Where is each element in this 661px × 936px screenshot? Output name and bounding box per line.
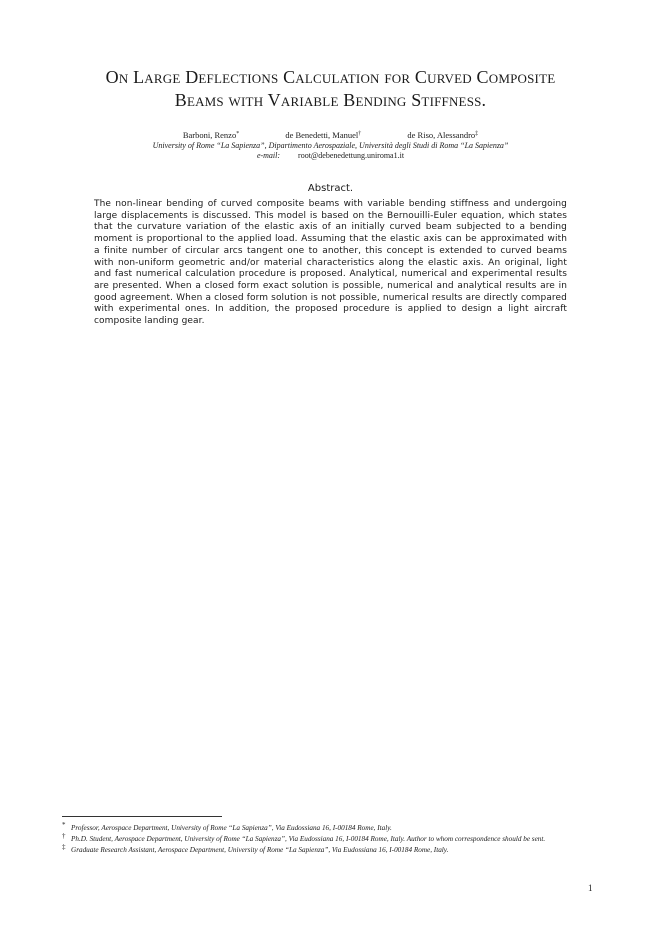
email-label: e-mail: [256,151,281,160]
title-line-2: Beams with Variable Bending Stiffness. [174,90,487,110]
author-list [60,129,601,141]
paper-title [40,66,621,112]
author-2 [285,129,361,141]
footnote-2 [62,834,567,845]
author-name: de Riso, Alessandro [407,130,476,140]
author-3 [407,129,478,141]
author-name: de Benedetti, Manuel [285,130,359,140]
email-address[interactable]: root@debenedettung.uniroma1.it [298,151,405,160]
author-1 [183,129,239,141]
author-mark: * [236,131,240,137]
abstract-body: The non-linear bending of curved composite beams with variable bending stiffness and undergoing large displacements is discussed. This model is based on the Bernouilli-Euler equation, which states that the curvature variation of the elastic axis of an initially curved beam subjected to a bending moment is proportional to the applied load. Assuming that the elastic axis can be approximated with a finite number of circular arcs tangent one to another, this concept is extended to curved beams with non-uniform geometric and/or material characteristics along the elastic axis. An original, light and fast numerical calculation procedure is proposed. Analytical, numerical and experimental results are presented. When a closed form exact solution is possible, numerical and analytical results are in good agreement. When a closed form solution is not possible, numerical results are directly compared with experimental ones. In addition, the proposed procedure is applied to design a light aircraft composite landing gear. [94,199,567,327]
affiliation: University of Rome “La Sapienza”, Dipartimento Aerospaziale, Università degli Studi di Roma “La Sapienza” [152,141,509,150]
footnote-text: Ph.D. Student, Aerospace Department, University of Rome “La Sapienza”, Via Eudossiana 16, I-00184 Rome, Italy. Author to whom correspondence should be sent. [71,835,546,843]
footnote-mark: ‡ [62,843,66,851]
contact-email-line [60,151,601,161]
footnote-text: Professor, Aerospace Department, University of Rome “La Sapienza”, Via Eudossiana 16, I-00184 Rome, Italy. [71,824,392,832]
footnote-mark: † [62,832,66,840]
footnote-divider [62,816,222,817]
footnote-mark: * [62,821,66,829]
footnote-1 [62,823,567,834]
footnote-3 [62,845,567,856]
footnote-text: Graduate Research Assistant, Aerospace Department, University of Rome “La Sapienza”, Via Eudossiana 16, I-00184 Rome, Italy. [71,846,449,854]
title-line-1: On Large Deflections Calculation for Curved Composite [105,67,556,87]
author-name: Barboni, Renzo [182,130,237,140]
author-mark: ‡ [475,131,479,137]
footnotes [62,823,567,856]
page-number: 1 [588,883,593,893]
author-mark: † [358,131,362,137]
abstract-heading: Abstract. [307,183,354,194]
